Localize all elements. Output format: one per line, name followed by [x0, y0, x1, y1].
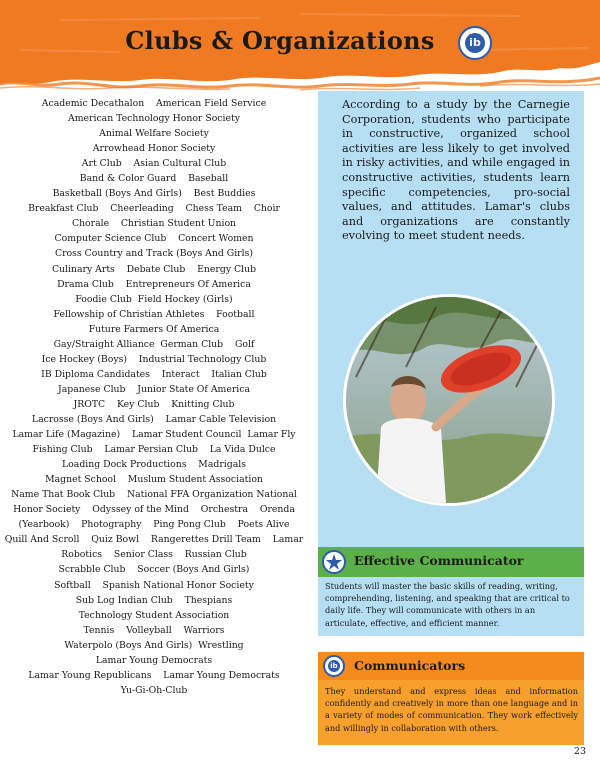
- club-line: Lacrosse (Boys And Girls) Lamar Cable Television: [31, 413, 277, 425]
- club-line: American Technology Honor Society: [68, 113, 240, 125]
- club-line: Japanese Club Junior State Of America: [57, 383, 251, 395]
- club-line: Name That Book Club National FFA Organization National: [11, 489, 297, 501]
- ib-logo: [458, 26, 492, 60]
- communicators-title: Communicators: [354, 658, 466, 673]
- club-line: Drama Club Entrepreneurs Of America: [57, 278, 251, 290]
- club-line: Lamar Young Democrats: [95, 654, 213, 666]
- frisbee-player-illustration: [346, 297, 552, 503]
- clubs-list: [2, 96, 306, 698]
- club-line: (Yearbook) Photography Ping Pong Club Poets Alive: [18, 519, 290, 531]
- club-line: Gay/Straight Alliance German Club Golf: [53, 338, 255, 350]
- club-line: JROTC Key Club Knitting Club: [73, 398, 235, 410]
- club-line: Fellowship of Christian Athletes Football: [53, 308, 255, 320]
- club-line: Quill And Scroll Quiz Bowl Rangerettes Drill Team Lamar: [4, 534, 304, 546]
- club-line: IB Diploma Candidates Interact Italian Club: [41, 368, 267, 380]
- club-line: Magnet School Muslum Student Association: [45, 474, 263, 486]
- club-line: Culinary Arts Debate Club Energy Club: [51, 263, 257, 275]
- effective-communicator-header: [318, 547, 584, 577]
- club-line: Art Club Asian Cultural Club: [81, 158, 227, 170]
- intro-text: According to a study by the Carnegie Corporation, students who participate in constructive, organized school activities are less likely to get involved in risky activities, and while engaged in constructive activities, students learn specific competencies, pro-social values, and attitudes. Lamar's clubs and organizations are constantly evolving to meet student needs.: [342, 98, 570, 243]
- communicators-box: [318, 652, 584, 745]
- club-line: Academic Decathalon American Field Service: [41, 98, 267, 109]
- club-line: Future Farmers Of America: [88, 323, 220, 335]
- communicators-text: They understand and express ideas and information confidently and creatively in more than one language and in a variety of modes of communication. They work effectively and willingly in collaboration with others.: [325, 686, 578, 733]
- club-line: Basketball (Boys And Girls) Best Buddies: [52, 188, 256, 200]
- club-line: Robotics Senior Class Russian Club: [61, 549, 247, 561]
- club-line: Foodie Club Field Hockey (Girls): [75, 293, 233, 305]
- page-number: 23: [573, 746, 586, 757]
- club-line: Chorale Christian Student Union: [71, 218, 237, 230]
- header-banner: [0, 0, 600, 92]
- club-line: Lamar Young Republicans Lamar Young Democrats: [28, 669, 280, 681]
- club-line: Ice Hockey (Boys) Industrial Technology Club: [41, 353, 267, 365]
- club-line: Waterpolo (Boys And Girls) Wrestling: [64, 639, 244, 651]
- ib-logo-mark: ib: [465, 33, 485, 53]
- club-line: Cross Country and Track (Boys And Girls): [54, 248, 253, 260]
- club-line: Yu-Gi-Oh-Club: [120, 684, 188, 696]
- club-line: Scrabble Club Soccer (Boys And Girls): [58, 564, 250, 576]
- communicators-header: [318, 652, 584, 680]
- page-title: Clubs & Organizations: [125, 26, 435, 55]
- club-line: Tennis Volleyball Warriors: [83, 624, 225, 636]
- club-line: Loading Dock Productions Madrigals: [62, 459, 246, 471]
- club-line: Fishing Club Lamar Persian Club La Vida Dulce: [32, 444, 276, 456]
- frisbee-photo: [343, 294, 555, 506]
- ib-icon: [323, 655, 345, 677]
- effective-communicator-box: [318, 547, 584, 636]
- club-line: Lamar Life (Magazine) Lamar Student Council Lamar Fly: [12, 429, 296, 441]
- club-line: Arrowhead Honor Society: [92, 143, 216, 155]
- club-line: Softball Spanish National Honor Society: [54, 579, 254, 591]
- club-line: Honor Society Odyssey of the Mind Orchestra Orenda: [13, 504, 295, 516]
- effective-communicator-title: Effective Communicator: [354, 553, 524, 568]
- club-line: Sub Log Indian Club Thespians: [75, 594, 233, 606]
- star-seal-icon: [322, 550, 346, 574]
- club-line: Band & Color Guard Baseball: [79, 173, 229, 185]
- club-line: Animal Welfare Society: [99, 128, 209, 140]
- ib-icon-mark: ib: [328, 660, 340, 672]
- club-line: Technology Student Association: [78, 609, 230, 621]
- effective-communicator-text: Students will master the basic skills of reading, writing, comprehending, listening, and speaking that are critical to daily life. They will communicate with others in an articulate, effective, and efficient manner.: [325, 581, 570, 628]
- club-line: Breakfast Club Cheerleading Chess Team Choir: [28, 203, 280, 215]
- club-line: Computer Science Club Concert Women: [54, 233, 254, 245]
